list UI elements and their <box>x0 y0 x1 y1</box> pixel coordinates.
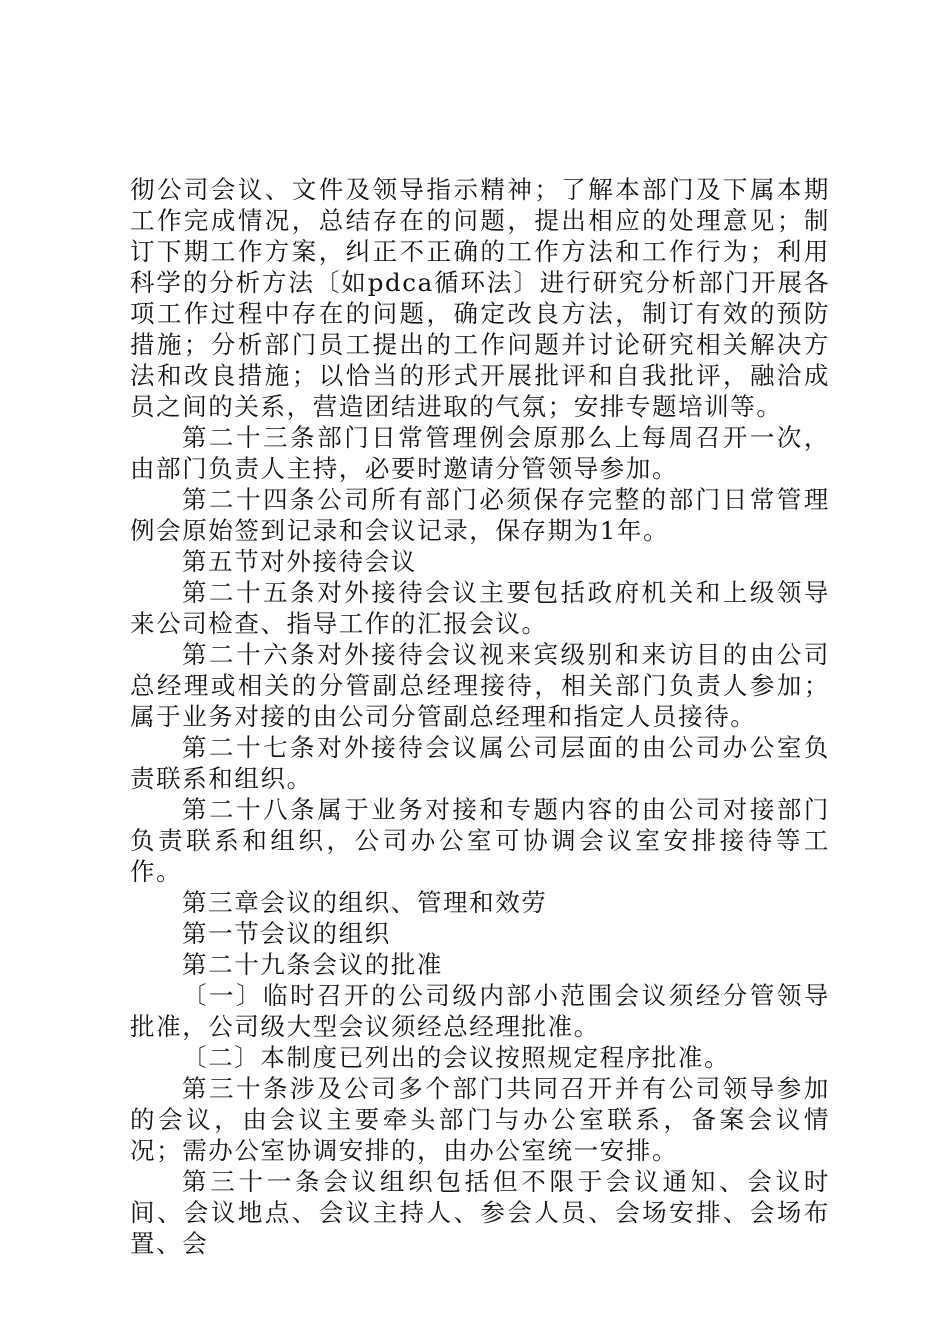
paragraph: 第二十八条属于业务对接和专题内容的由公司对接部门负责联系和组织，公司办公室可协调会议室安排接待等工作。 <box>130 795 830 886</box>
paragraph: 第三十条涉及公司多个部门共同召开并有公司领导参加的会议，由会议主要牵头部门与办公室联系，备案会议情况；需办公室协调安排的，由办公室统一安排。 <box>130 1074 830 1165</box>
paragraph: 第三十一条会议组织包括但不限于会议通知、会议时间、会议地点、会议主持人、参会人员、会场安排、会场布置、会 <box>130 1167 830 1258</box>
section-heading: 第五节对外接待会议 <box>182 547 417 576</box>
document-body <box>130 174 830 1259</box>
paragraph: 第二十四条公司所有部门必须保存完整的部门日常管理例会原始签到记录和会议记录，保存期为1年。 <box>130 485 830 545</box>
paragraph: 〔一〕临时召开的公司级内部小范围会议须经分管领导批准，公司级大型会议须经总经理批准。 <box>130 981 830 1041</box>
paragraph: 第二十七条对外接待会议属公司层面的由公司办公室负责联系和组织。 <box>130 733 830 793</box>
chapter-heading: 第三章会议的组织、管理和效劳 <box>182 888 548 917</box>
paragraph: 第二十五条对外接待会议主要包括政府机关和上级领导来公司检查、指导工作的汇报会议。 <box>130 578 830 638</box>
paragraph: 〔二〕本制度已列出的会议按照规定程序批准。 <box>182 1043 731 1072</box>
article-heading: 第二十九条会议的批准 <box>182 950 443 979</box>
paragraph: 彻公司会议、文件及领导指示精神；了解本部门及下属本期工作完成情况，总结存在的问题，提出相应的处理意见；制订下期工作方案，纠正不正确的工作方法和工作行为；利用科学的分析方法〔如pdca循环法〕进行研究分析部门开展各项工作过程中存在的问题，确定改良方法，制订有效的预防措施；分析部门员工提出的工作问题并讨论研究相关解决方法和改良措施；以恰当的形式开展批评和自我批评，融洽成员之间的关系，营造团结进取的气氛；安排专题培训等。 <box>130 175 830 421</box>
paragraph: 第二十三条部门日常管理例会原那么上每周召开一次，由部门负责人主持，必要时邀请分管领导参加。 <box>130 423 830 483</box>
section-heading: 第一节会议的组织 <box>182 919 391 948</box>
paragraph: 第二十六条对外接待会议视来宾级别和来访目的由公司总经理或相关的分管副总经理接待，相关部门负责人参加；属于业务对接的由公司分管副总经理和指定人员接待。 <box>130 640 830 731</box>
